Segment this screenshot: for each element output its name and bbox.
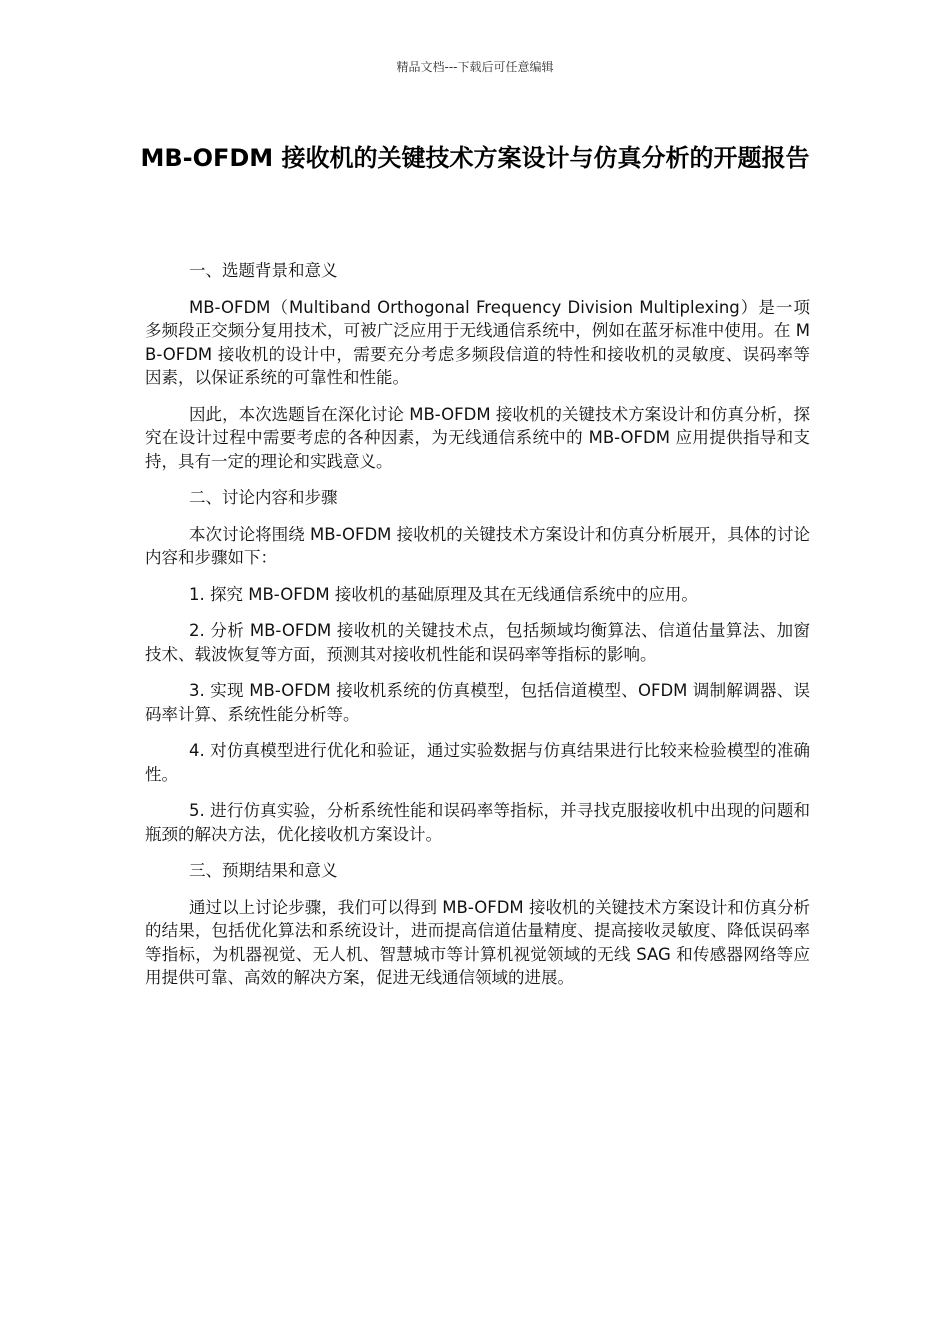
paragraph: 因此，本次选题旨在深化讨论 MB-OFDM 接收机的关键技术方案设计和仿真分析，探究在设计过程中需要考虑的各种因素，为无线通信系统中的 MB-OFDM 应用提供指导和支持，具有一定的理论和实践意义。 xyxy=(145,404,810,471)
document-body xyxy=(145,259,810,1003)
paragraph: 通过以上讨论步骤，我们可以得到 MB-OFDM 接收机的关键技术方案设计和仿真分析的结果，包括优化算法和系统设计，进而提高信道估量精度、提高接收灵敏度、降低误码率等指标，为机器视觉、无人机、智慧城市等计算机视觉领域的无线 SAG 和传感器网络等应用提供可靠、高效的解决方案，促进无线通信领域的进展。 xyxy=(145,897,810,987)
list-item: 3. 实现 MB-OFDM 接收机系统的仿真模型，包括信道模型、OFDM 调制解调器、误码率计算、系统性能分析等。 xyxy=(145,681,810,724)
paragraph: 本次讨论将围绕 MB-OFDM 接收机的关键技术方案设计和仿真分析展开，具体的讨论内容和步骤如下： xyxy=(145,524,810,567)
section-heading: 三、预期结果和意义 xyxy=(189,861,338,880)
list-item: 5. 进行仿真实验，分析系统性能和误码率等指标，并寻找克服接收机中出现的问题和瓶颈的解决方法，优化接收机方案设计。 xyxy=(145,801,810,844)
list-item: 2. 分析 MB-OFDM 接收机的关键技术点，包括频域均衡算法、信道估量算法、加窗技术、载波恢复等方面，预测其对接收机性能和误码率等指标的影响。 xyxy=(145,621,810,664)
header-note: 精品文档---下载后可任意编辑 xyxy=(396,60,554,74)
document-title: MB-OFDM 接收机的关键技术方案设计与仿真分析的开题报告 xyxy=(140,144,810,172)
section-heading: 二、讨论内容和步骤 xyxy=(189,488,338,507)
list-item: 1. 探究 MB-OFDM 接收机的基础原理及其在无线通信系统中的应用。 xyxy=(189,584,698,604)
list-item: 4. 对仿真模型进行优化和验证，通过实验数据与仿真结果进行比较来检验模型的准确性。 xyxy=(145,741,810,784)
section-heading: 一、选题背景和意义 xyxy=(189,261,338,280)
paragraph: MB-OFDM（Multiband Orthogonal Frequency Division Multiplexing）是一项多频段正交频分复用技术，可被广泛应用于无线通信系统中，例如在蓝牙标准中使用。在 MB-OFDM 接收机的设计中，需要充分考虑多频段信道的特性和接收机的灵敏度、误码率等因素，以保证系统的可靠性和性能。 xyxy=(145,297,810,387)
